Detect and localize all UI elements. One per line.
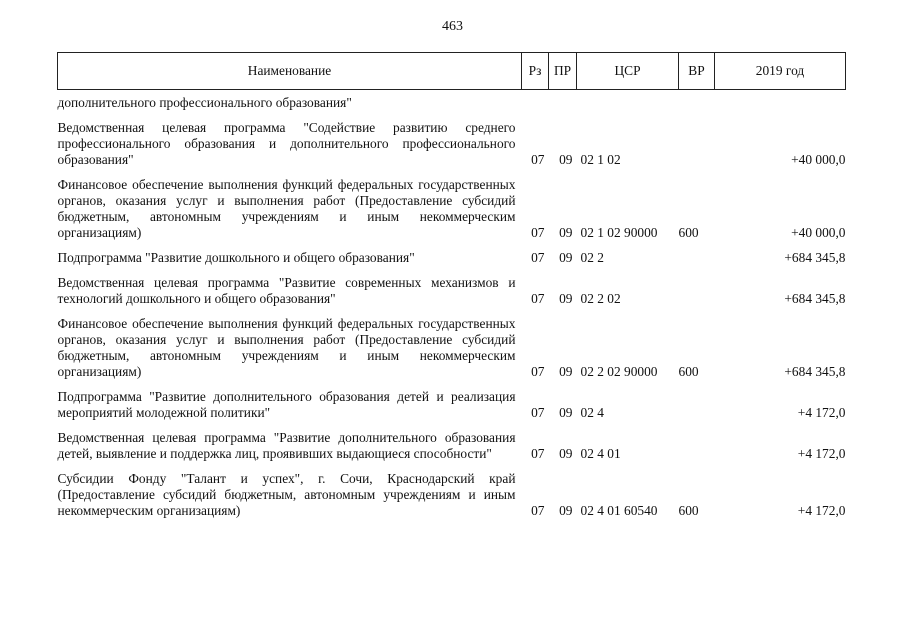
row-pr: 09 xyxy=(559,405,573,420)
row-vr xyxy=(679,266,715,307)
row-pr: 09 xyxy=(559,152,573,167)
row-vr xyxy=(679,111,715,168)
row-name: Ведомственная целевая программа "Развитие дополнительного образования детей, выявление и поддержка лиц, проявивших выдающиеся способности" xyxy=(57,430,516,461)
table-row xyxy=(58,421,846,462)
table-row xyxy=(58,380,846,421)
row-name: Финансовое обеспечение выполнения функций федеральных государственных органов, оказания услуг и выполнения работ (Предоставление субсидий бюджетным, автономным учреждениям и иным некоммерческим организациям) xyxy=(57,177,516,240)
row-vr: 600 xyxy=(678,364,699,379)
row-rz: 07 xyxy=(531,152,545,167)
row-csr: 02 1 02 90000 xyxy=(580,225,658,240)
table-row xyxy=(58,90,846,112)
row-amount: +4 172,0 xyxy=(797,503,846,518)
row-csr: 02 2 02 90000 xyxy=(580,364,658,379)
row-rz: 07 xyxy=(531,291,545,306)
header-pr: ПР xyxy=(549,53,577,90)
row-vr xyxy=(679,380,715,421)
row-vr xyxy=(679,241,715,266)
table-row xyxy=(58,307,846,380)
table-header xyxy=(58,53,846,90)
row-csr: 02 4 xyxy=(580,405,604,420)
row-amount: +684 345,8 xyxy=(784,250,846,265)
row-rz: 07 xyxy=(531,446,545,461)
row-amount: +684 345,8 xyxy=(784,364,846,379)
row-amount: +40 000,0 xyxy=(791,152,846,167)
row-csr: 02 1 02 xyxy=(580,152,621,167)
row-pr: 09 xyxy=(559,503,573,518)
row-csr xyxy=(577,90,679,112)
header-csr: ЦСР xyxy=(577,53,679,90)
row-csr: 02 2 xyxy=(580,250,604,265)
table-row xyxy=(58,111,846,168)
row-pr: 09 xyxy=(559,446,573,461)
row-rz: 07 xyxy=(531,364,545,379)
row-vr xyxy=(679,421,715,462)
row-pr: 09 xyxy=(559,250,573,265)
row-vr: 600 xyxy=(678,225,699,240)
row-name: Субсидии Фонду "Талант и успех", г. Сочи, Краснодарский край (Предоставление субсидий бюджетным, автономным учреждениям и иным некоммерческим организациям) xyxy=(57,471,516,518)
row-amount: +4 172,0 xyxy=(797,405,846,420)
row-amount: +684 345,8 xyxy=(784,291,846,306)
header-rz: Рз xyxy=(522,53,549,90)
header-name: Наименование xyxy=(58,53,522,90)
row-pr: 09 xyxy=(559,291,573,306)
row-pr: 09 xyxy=(559,225,573,240)
row-pr xyxy=(549,90,577,112)
row-rz: 07 xyxy=(531,225,545,240)
row-csr: 02 4 01 60540 xyxy=(580,503,658,518)
row-name: Финансовое обеспечение выполнения функций федеральных государственных органов, оказания услуг и выполнения работ (Предоставление субсидий бюджетным, автономным учреждениям и иным некоммерческим организациям) xyxy=(57,316,516,379)
row-rz: 07 xyxy=(531,250,545,265)
budget-table xyxy=(57,52,846,519)
table-row xyxy=(58,168,846,241)
row-csr: 02 4 01 xyxy=(580,446,621,461)
table-row xyxy=(58,462,846,519)
row-rz: 07 xyxy=(531,503,545,518)
row-rz: 07 xyxy=(531,405,545,420)
table-row xyxy=(58,266,846,307)
row-vr: 600 xyxy=(678,503,699,518)
row-rz xyxy=(522,90,549,112)
header-vr: ВР xyxy=(679,53,715,90)
row-name: Подпрограмма "Развитие дошкольного и общего образования" xyxy=(57,250,415,265)
header-year: 2019 год xyxy=(715,53,846,90)
row-name: дополнительного профессионального образования" xyxy=(57,95,352,110)
row-name: Подпрограмма "Развитие дополнительного образования детей и реализация мероприятий молодежной политики" xyxy=(57,389,516,420)
row-csr: 02 2 02 xyxy=(580,291,621,306)
row-name: Ведомственная целевая программа "Развитие современных механизмов и технологий дошкольного и общего образования" xyxy=(57,275,516,306)
row-vr xyxy=(679,90,715,112)
row-amount: +4 172,0 xyxy=(797,446,846,461)
row-amount: +40 000,0 xyxy=(791,225,846,240)
row-name: Ведомственная целевая программа "Содействие развитию среднего профессионального образования и дополнительного профессионального образования" xyxy=(57,120,516,167)
row-amount xyxy=(715,90,846,112)
row-pr: 09 xyxy=(559,364,573,379)
table-row xyxy=(58,241,846,266)
page-number: 463 xyxy=(442,19,463,34)
